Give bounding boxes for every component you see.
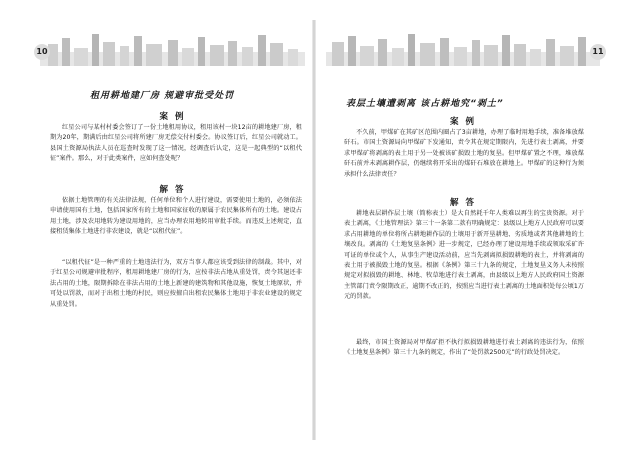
skyline-banner bbox=[40, 30, 305, 66]
answer-paragraph-2: 最终，市国土资源局对甲煤矿拒不执行拟损毁耕地进行表土剥离的违法行为，依照《土地复垦条例》第三十九条的规定，作出了“处罚款2500元”的行政处罚决定。 bbox=[344, 339, 584, 357]
answer-heading: 解 答 bbox=[450, 198, 476, 208]
answer-paragraph-2: “以租代征”是一种严重的土地违法行为，双方当事人都应该受到法律的制裁。其中，对于红星公司规避审批程序，租用耕地建厂房的行为，应按非法占地从重处罚，责令其退还非法占用的土地，限期拆除在非法占用的土地上新建的建筑物和其他设施，恢复土地原状，并可处以罚款，而对于出租土地的村民，则应按擅自出租农民集体土地用于非农业建设的规定从重处罚。 bbox=[50, 259, 302, 308]
skyline-banner-graphic bbox=[326, 30, 600, 66]
case-paragraph: 红星公司与某村村委会签订了一份土地租用协议，租用该村一块12亩的耕地建厂房，租期为20年，期满后由红星公司将所建厂房无偿交付村委会。协议签订后，红星公司就动工。县国土资源局执法人员在巡查时发现了这一情况，经调查后认定，这是一起典型的“以租代征”案件。那么，对于此类案件，应如何查处呢？ bbox=[50, 124, 302, 163]
page-number: 10 bbox=[34, 44, 50, 60]
skyline-banner bbox=[326, 30, 600, 66]
article-title: 租用耕地建厂房 规避审批受处罚 bbox=[90, 91, 235, 101]
article-title: 表层土壤遭剥离 该占耕地究“剥土” bbox=[346, 99, 504, 109]
book-gutter bbox=[312, 20, 316, 440]
answer-heading: 解 答 bbox=[159, 185, 186, 195]
case-paragraph: 不久前，甲煤矿在其矿区范围内圈占了3亩耕地，办理了临时用地手续，准备堆放煤矸石。市国土资源局向甲煤矿下发通知，责令其在规定期限内，先进行表土剥离，并要求甲煤矿将剥离的表土用于另一处被该矿损毁土地的复垦。但甲煤矿置之不理，堆放煤矸石前并未剥离耕作层，仍继续将开采出的煤矸石堆放在耕地上。甲煤矿的这种行为须承担什么法律责任？ bbox=[344, 129, 584, 178]
right-page bbox=[326, 0, 604, 451]
answer-paragraph-1: 耕地表层耕作层土壤（简称表土）是大自然耗千年人类难以再生的宝贵资源。对于表土剥离，《土地管理法》第三十一条第二款有明确规定：县级以上地方人民政府可以要求占用耕地的单位将所占耕地耕作层的土壤用于新开垦耕地、劣质地或者其他耕地的土壤改良。剥离的《土地复垦条例》进一步规定，已经办理了建设用地手续或领取采矿许可证的单位或个人，从事生产建设活动前，应当先剥离拟损毁耕地的表土，并将剥离的表土用于被损毁土地的复垦。根据《条例》第三十九条的规定，土地复垦义务人未按照规定对拟损毁的耕地、林地、牧草地进行表土剥离，由县级以上地方人民政府国土资源主管部门责令限期改正，逾期不改正的，按照应当进行表土剥离的土地面积处每公顷1万元的罚款。 bbox=[344, 210, 584, 301]
left-page bbox=[36, 0, 305, 451]
case-heading: 案 例 bbox=[159, 112, 186, 122]
case-heading: 案 例 bbox=[450, 117, 476, 127]
answer-paragraph-1: 依据土地管理的有关法律法规，任何单位和个人进行建设，需要使用土地的，必须依法申请使用国有土地，包括国家所有的土地和国家征收的原属于农民集体所有的土地。建设占用土地，涉及农用地转为建设用地的，应当办理农用地转用审批手续。而违反上述规定，直接租赁集体土地进行非农建设，就是“以租代征”。 bbox=[50, 197, 302, 236]
page-number: 11 bbox=[590, 44, 606, 60]
skyline-banner-graphic bbox=[40, 30, 305, 66]
